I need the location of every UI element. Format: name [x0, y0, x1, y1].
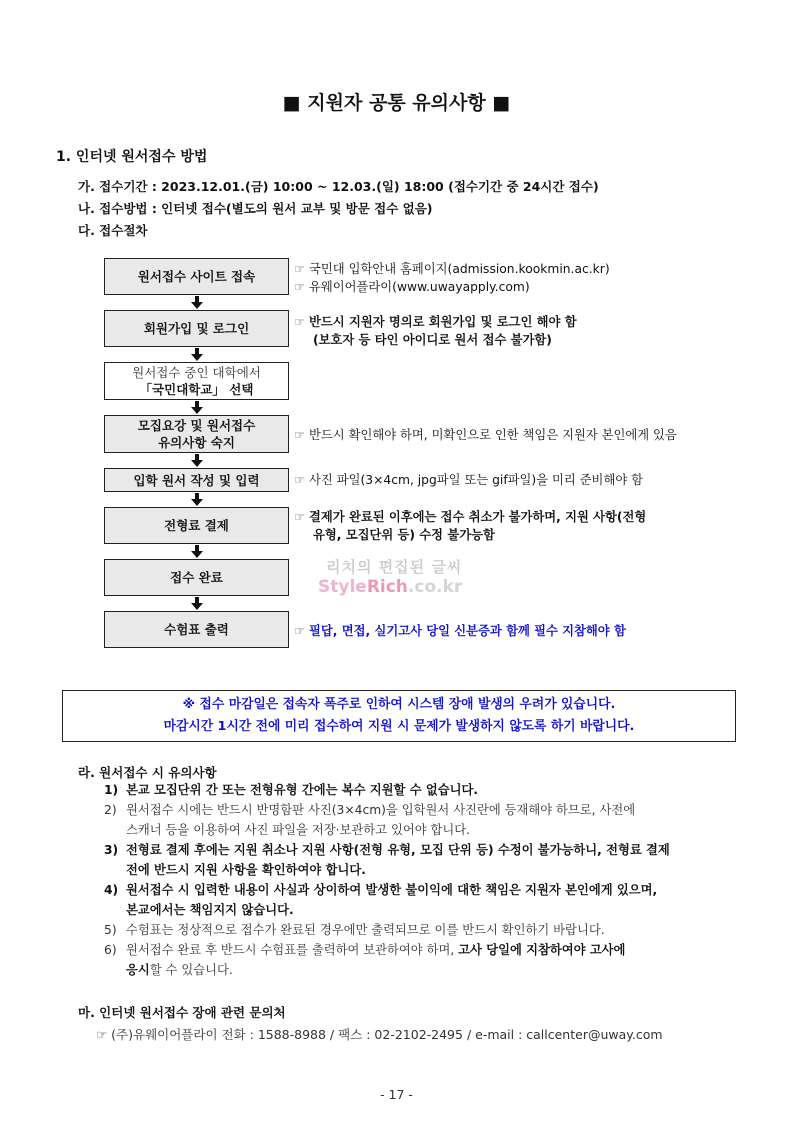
list-item: 5) 수험표는 정상적으로 접수가 완료된 경우에만 출력되므로 이를 반드시 확인하기 바랍니다.	[104, 923, 605, 937]
page-number: - 17 -	[380, 1087, 413, 1102]
list-item: 4) 원서접수 시 입력한 내용이 사실과 상이하여 발생한 불이익에 대한 책임은 지원자 본인에게 있으며, 본교에서는 책임지지 않습니다.	[104, 883, 658, 917]
note-guide: ☞ 반드시 확인해야 하며, 미확인으로 인한 책임은 지원자 본인에게 있음	[294, 428, 677, 442]
flow-step-complete: 접수 완료	[104, 559, 289, 596]
flow-step-read-guide: 모집요강 및 원서접수 유의사항 숙지	[104, 415, 289, 453]
pointing-hand-icon: ☞	[294, 624, 306, 638]
page-title: ■ 지원자 공통 유의사항 ■	[282, 92, 511, 114]
note-payment: ☞ 결제가 완료된 이후에는 접수 취소가 불가하며, 지원 사항(전형 유형, 모집단위 등) 수정 불가능함	[294, 510, 647, 542]
list-item: 1) 본교 모집단위 간 또는 전형유형 간에는 복수 지원할 수 없습니다.	[104, 783, 479, 797]
down-arrow-icon	[190, 597, 204, 610]
pointing-hand-icon: ☞	[294, 473, 306, 487]
down-arrow-icon	[190, 493, 204, 506]
flow-step-fill-form: 입학 원서 작성 및 입력	[104, 468, 289, 492]
contact-info: ☞ (주)유웨이어플라이 전화 : 1588-8988 / 팩스 : 02-2102-2495 / e-mail : callcenter@uway.com	[96, 1027, 663, 1042]
down-arrow-icon	[190, 545, 204, 558]
section-ma-heading: 마. 인터넷 원서접수 장애 관련 문의처	[78, 1005, 286, 1020]
note-site: ☞ 국민대 입학안내 홈페이지(admission.kookmin.ac.kr) ☞ 유웨이어플라이(www.uwayapply.com)	[294, 262, 610, 294]
flow-step-payment: 전형료 결제	[104, 507, 289, 544]
method-item: 나. 접수방법 : 인터넷 접수(별도의 원서 교부 및 방문 접수 없음)	[78, 201, 433, 216]
watermark-logo: 리치의 편집된 글씨 StyleRich.co.kr	[318, 558, 463, 597]
list-item: 6) 원서접수 완료 후 반드시 수험표를 출력하여 보관하여야 하며, 고사 당일에 지참하여야 고사에 응시할 수 있습니다.	[104, 943, 626, 977]
period-item: 가. 접수기간 : 2023.12.01.(금) 10:00 ~ 12.03.(일) 18:00 (접수기간 중 24시간 접수)	[78, 179, 599, 194]
flow-step-signup-login: 회원가입 및 로그인	[104, 310, 289, 347]
flow-step-print-ticket: 수험표 출력	[104, 611, 289, 648]
procedure-item: 다. 접수절차	[78, 223, 148, 238]
pointing-hand-icon: ☞	[294, 315, 306, 329]
deadline-notice-box: ※ 접수 마감일은 접속자 폭주로 인하여 시스템 장애 발생의 우려가 있습니다. 마감시간 1시간 전에 미리 접수하여 지원 시 문제가 발생하지 않도록 하기 바랍니다.	[62, 690, 736, 742]
note-login: ☞ 반드시 지원자 명의로 회원가입 및 로그인 해야 함 (보호자 등 타인 아이디로 원서 접수 불가함)	[294, 315, 577, 347]
section-1-heading: 1. 인터넷 원서접수 방법	[56, 149, 208, 165]
list-item: 3) 전형료 결제 후에는 지원 취소나 지원 사항(전형 유형, 모집 단위 등) 수정이 불가능하니, 전형료 결제 전에 반드시 지원 사항을 확인하여야 합니다.	[104, 843, 670, 877]
note-ticket: ☞ 필답, 면접, 실기고사 당일 신분증과 함께 필수 지참해야 함	[294, 624, 626, 638]
note-form: ☞ 사진 파일(3×4cm, jpg파일 또는 gif파일)을 미리 준비해야 함	[294, 473, 643, 487]
pointing-hand-icon: ☞	[294, 280, 306, 294]
list-item: 2) 원서접수 시에는 반드시 반명함판 사진(3×4cm)을 입학원서 사진란에 등재해야 하므로, 사전에 스캐너 등을 이용하여 사진 파일을 저장·보관하고 있어야 합니다.	[104, 803, 636, 837]
pointing-hand-icon: ☞	[294, 262, 306, 276]
down-arrow-icon	[190, 454, 204, 467]
section-ra-heading: 라. 원서접수 시 유의사항	[78, 765, 217, 780]
pointing-hand-icon: ☞	[294, 428, 306, 442]
flow-step-select-university: 원서접수 중인 대학에서 「국민대학교」 선택	[104, 362, 289, 400]
down-arrow-icon	[190, 401, 204, 414]
pointing-hand-icon: ☞	[294, 510, 306, 524]
down-arrow-icon	[190, 348, 204, 361]
down-arrow-icon	[190, 296, 204, 309]
flow-step-site-access: 원서접수 사이트 접속	[104, 258, 289, 295]
